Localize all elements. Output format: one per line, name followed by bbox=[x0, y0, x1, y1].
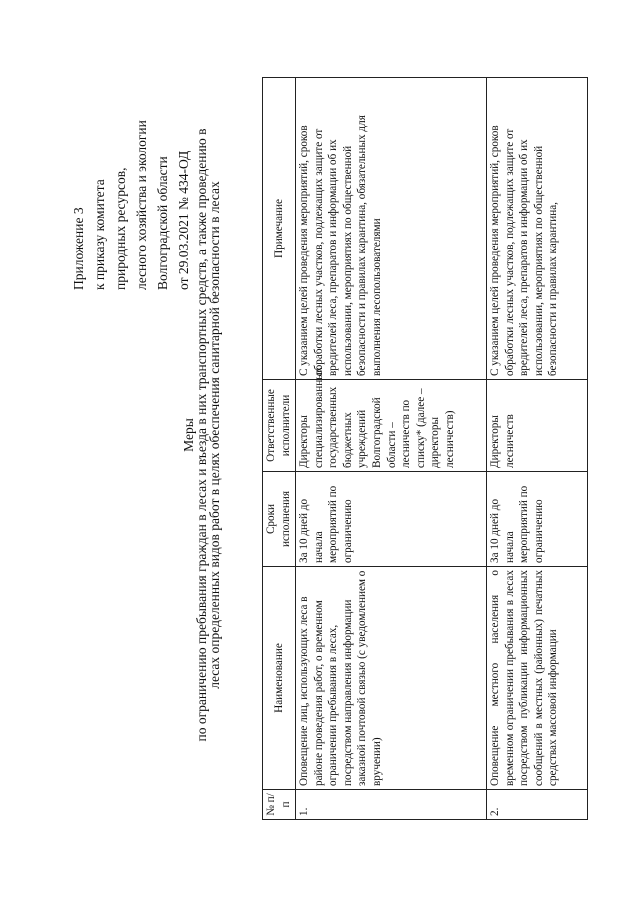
header-name: Наименование bbox=[263, 567, 296, 790]
appendix-line: лесного хозяйства и экологии bbox=[134, 120, 149, 290]
row-number: 2. bbox=[487, 790, 588, 820]
table-row bbox=[487, 78, 588, 820]
row-term: За 10 дней до начала мероприятий по ограничению bbox=[487, 472, 588, 567]
title-line: лесах определенных видов работ в целях обеспечения санитарной безопасности в лесах bbox=[207, 181, 222, 689]
row-responsible: Директоры лесничеств bbox=[487, 380, 588, 472]
header-note: Примечание bbox=[263, 78, 296, 380]
title-line: по ограничению пребывания граждан в лесах и въезда в них транспортных средств, а также проведению в bbox=[194, 128, 209, 742]
row-name: Оповещение местного населения о временном ограничении пребывания в лесах посредством публикации информационных сообщений в местных (районных) печатных средствах массовой информации bbox=[487, 567, 588, 790]
appendix-line: от 29.03.2021 № 434-ОД bbox=[176, 150, 191, 290]
measures-table bbox=[262, 77, 588, 820]
appendix-line: к приказу комитета bbox=[92, 179, 107, 290]
header-term: Сроки исполнения bbox=[263, 472, 296, 567]
appendix-approval-block bbox=[68, 90, 194, 290]
row-number: 1. bbox=[296, 790, 487, 820]
row-note: С указанием целей проведения мероприятий, сроков обработки лесных участков, подлежащих защите от вредителей леса, препаратов и информации об их использовании, мероприятиях по общественной безопасности и правилах карантина, обязательных для выполнения лесопользователями bbox=[296, 78, 487, 380]
row-term: За 10 дней до начала мероприятий по ограничению bbox=[296, 472, 487, 567]
header-responsible: Ответственные исполнители bbox=[263, 380, 296, 472]
table-header-row bbox=[263, 78, 296, 820]
table-row bbox=[296, 78, 487, 820]
appendix-line: Волгоградской области bbox=[155, 156, 170, 290]
title-heading: Меры bbox=[181, 418, 196, 452]
appendix-line: природных ресурсов, bbox=[113, 167, 128, 290]
row-responsible: Директоры специализированных государственных бюджетных учреждений Волгоградской области – лесничеств по списку* (далее – директоры лесничеств) bbox=[296, 380, 487, 472]
document-title bbox=[182, 75, 221, 795]
header-number: № п/п bbox=[263, 790, 296, 820]
row-note: С указанием целей проведения мероприятий, сроков обработки лесных участков, подлежащих защите от вредителей леса, препаратов и информации об их использовании, мероприятиях по общественной безопасности и правилах карантина, bbox=[487, 78, 588, 380]
row-name: Оповещение лиц, использующих леса в районе проведения работ, о временном ограничении пребывания в лесах, посредством направления информации заказной почтовой связью (с уведомлением о вручении) bbox=[296, 567, 487, 790]
appendix-line: Приложение 3 bbox=[71, 207, 86, 290]
